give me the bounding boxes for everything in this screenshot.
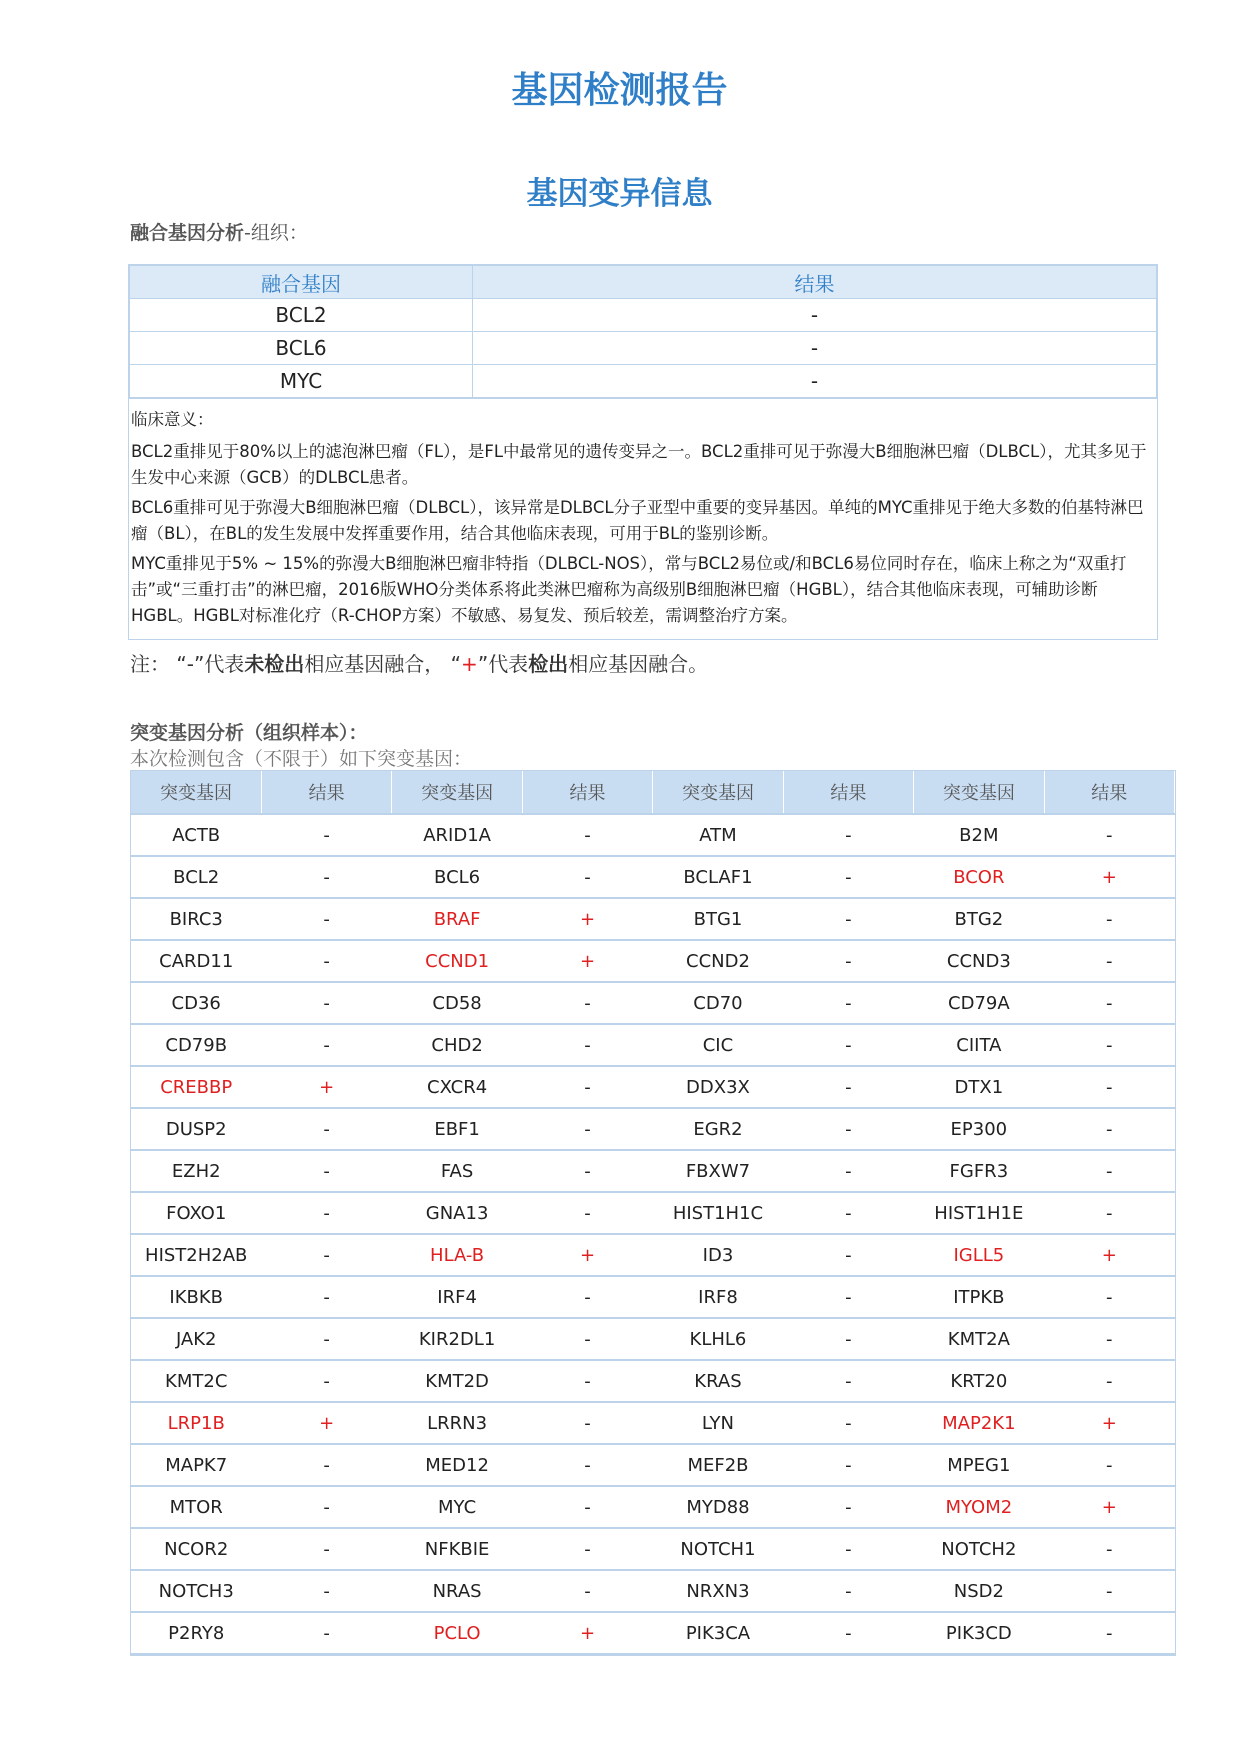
mutation-gene: CXCR4 — [392, 1066, 522, 1108]
mutation-result: - — [783, 1612, 913, 1654]
mutation-result: - — [261, 1024, 391, 1066]
note-plus-symbol: + — [461, 652, 478, 676]
mutation-gene: GNA13 — [392, 1192, 522, 1234]
table-row — [131, 1234, 1175, 1276]
mutation-gene: HIST2H2AB — [131, 1234, 261, 1276]
mutation-result: - — [1044, 940, 1174, 982]
mutation-result: - — [783, 1360, 913, 1402]
mutation-gene: LRRN3 — [392, 1402, 522, 1444]
mutation-result: - — [783, 1192, 913, 1234]
mutation-gene: BCLAF1 — [653, 856, 783, 898]
mutation-gene: FBXW7 — [653, 1150, 783, 1192]
mutation-gene: EP300 — [914, 1108, 1044, 1150]
mutation-gene: KRAS — [653, 1360, 783, 1402]
mutation-result: - — [1044, 1150, 1174, 1192]
mutation-gene: CARD11 — [131, 940, 261, 982]
mutation-result: - — [783, 1528, 913, 1570]
fusion-header-row — [130, 266, 1157, 299]
table-row — [131, 1486, 1175, 1528]
mutation-gene: BTG1 — [653, 898, 783, 940]
mutation-gene: PIK3CA — [653, 1612, 783, 1654]
mutation-result: - — [783, 1318, 913, 1360]
table-row — [131, 1360, 1175, 1402]
table-row — [131, 1612, 1175, 1654]
section-title: 基因变异信息 — [526, 176, 713, 212]
mutation-gene: FAS — [392, 1150, 522, 1192]
mutation-gene: NSD2 — [914, 1570, 1044, 1612]
fusion-gene: MYC — [130, 365, 473, 398]
mutation-gene: MYD88 — [653, 1486, 783, 1528]
mutation-result: - — [783, 1570, 913, 1612]
mutation-result: - — [522, 1402, 652, 1444]
table-row — [131, 1570, 1175, 1612]
mutation-result: - — [261, 1486, 391, 1528]
mutation-result: - — [522, 1276, 652, 1318]
mutation-result: - — [783, 1486, 913, 1528]
mutation-gene: DTX1 — [914, 1066, 1044, 1108]
mutation-result: - — [1044, 1528, 1174, 1570]
mutation-result: - — [522, 1150, 652, 1192]
mutation-gene: MAP2K1 — [914, 1402, 1044, 1444]
mutation-result: + — [522, 1612, 652, 1654]
table-row — [131, 1276, 1175, 1318]
report-title: 基因检测报告 — [511, 70, 728, 111]
mutation-result: - — [261, 1276, 391, 1318]
note-text: 相应基因融合。 — [568, 652, 709, 676]
mutation-gene: NOTCH3 — [131, 1570, 261, 1612]
note-text: 相应基因融合， — [304, 652, 445, 676]
mutation-gene: KMT2D — [392, 1360, 522, 1402]
fusion-gene: BCL2 — [130, 299, 473, 332]
mutation-gene: MYOM2 — [914, 1486, 1044, 1528]
mutation-gene: CD70 — [653, 982, 783, 1024]
mutation-gene: EGR2 — [653, 1108, 783, 1150]
mutation-result: - — [522, 1024, 652, 1066]
mutation-result: - — [522, 1318, 652, 1360]
mutation-header: 突变基因 — [392, 771, 522, 814]
fusion-result: - — [473, 332, 1157, 365]
mutation-result: - — [261, 1612, 391, 1654]
mutation-result: - — [522, 1360, 652, 1402]
table-row — [131, 898, 1175, 940]
mutation-result: - — [783, 1024, 913, 1066]
mutation-result: - — [261, 1318, 391, 1360]
mutation-result: - — [522, 1486, 652, 1528]
mutation-result: - — [261, 1192, 391, 1234]
table-row — [131, 940, 1175, 982]
mutation-gene: KIR2DL1 — [392, 1318, 522, 1360]
mutation-gene: ID3 — [653, 1234, 783, 1276]
mutation-result: - — [783, 1234, 913, 1276]
mutation-result: - — [261, 1234, 391, 1276]
mutation-gene: HIST1H1C — [653, 1192, 783, 1234]
table-row — [131, 1108, 1175, 1150]
mutation-gene: CREBBP — [131, 1066, 261, 1108]
note-detected: 检出 — [528, 652, 569, 676]
mutation-gene: KLHL6 — [653, 1318, 783, 1360]
mutation-gene: PCLO — [392, 1612, 522, 1654]
mutation-result: + — [1044, 856, 1174, 898]
mutation-result: + — [261, 1402, 391, 1444]
mutation-result: - — [522, 1528, 652, 1570]
mutation-gene: CIC — [653, 1024, 783, 1066]
table-row — [131, 1066, 1175, 1108]
mutation-gene: CCND3 — [914, 940, 1044, 982]
mutation-gene: CD79B — [131, 1024, 261, 1066]
mutation-result: + — [1044, 1234, 1174, 1276]
mutation-header-row — [131, 771, 1175, 814]
note-quote-open: “ — [450, 652, 462, 676]
mutation-result: - — [1044, 1108, 1174, 1150]
fusion-table — [129, 265, 1157, 398]
mutation-table-box — [130, 770, 1176, 1656]
fusion-result: - — [473, 365, 1157, 398]
mutation-header: 结果 — [261, 771, 391, 814]
mutation-gene: CIITA — [914, 1024, 1044, 1066]
mutation-gene: CD58 — [392, 982, 522, 1024]
mutation-result: - — [783, 1402, 913, 1444]
mutation-section-label: 突变基因分析（组织样本）： — [130, 722, 368, 744]
note-minus-symbol: “-” — [176, 652, 205, 676]
fusion-table-box — [128, 264, 1158, 640]
mutation-result: - — [261, 1528, 391, 1570]
mutation-gene: FGFR3 — [914, 1150, 1044, 1192]
mutation-header: 突变基因 — [131, 771, 261, 814]
mutation-result: - — [522, 814, 652, 856]
mutation-result: - — [261, 982, 391, 1024]
mutation-gene: MED12 — [392, 1444, 522, 1486]
mutation-gene: NOTCH1 — [653, 1528, 783, 1570]
mutation-gene: P2RY8 — [131, 1612, 261, 1654]
mutation-gene: IGLL5 — [914, 1234, 1044, 1276]
mutation-gene: MPEG1 — [914, 1444, 1044, 1486]
mutation-header: 结果 — [522, 771, 652, 814]
mutation-result: - — [1044, 1192, 1174, 1234]
mutation-gene: PIK3CD — [914, 1612, 1044, 1654]
mutation-gene: CD36 — [131, 982, 261, 1024]
table-row — [131, 856, 1175, 898]
clinical-paragraph-bcl2: BCL2重排见于80%以上的滤泡淋巴瘤（FL），是FL中最常见的遗传变异之一。BCL2重排可见于弥漫大B细胞淋巴瘤（DLBCL），尤其多见于生发中心来源（GCB）的DLBCL患者。 — [131, 442, 1147, 487]
mutation-result: + — [522, 1234, 652, 1276]
note-text: 代表 — [488, 652, 529, 676]
table-row — [131, 1192, 1175, 1234]
fusion-label-bold: 融合基因分析 — [130, 222, 245, 244]
mutation-result: - — [783, 898, 913, 940]
mutation-gene: IKBKB — [131, 1276, 261, 1318]
table-row — [131, 982, 1175, 1024]
mutation-gene: LYN — [653, 1402, 783, 1444]
mutation-header: 结果 — [1044, 771, 1174, 814]
mutation-result: - — [783, 1108, 913, 1150]
table-row — [130, 365, 1157, 398]
table-row — [131, 1402, 1175, 1444]
fusion-section-label — [130, 218, 308, 245]
mutation-result: - — [783, 1276, 913, 1318]
mutation-result: - — [522, 1066, 652, 1108]
mutation-result: - — [783, 814, 913, 856]
mutation-result: - — [1044, 898, 1174, 940]
clinical-title: 临床意义： — [131, 410, 214, 429]
mutation-result: - — [261, 940, 391, 982]
mutation-result: - — [1044, 1444, 1174, 1486]
mutation-result: - — [522, 856, 652, 898]
mutation-result: - — [261, 1570, 391, 1612]
mutation-gene: NFKBIE — [392, 1528, 522, 1570]
mutation-gene: HLA-B — [392, 1234, 522, 1276]
mutation-gene: NOTCH2 — [914, 1528, 1044, 1570]
mutation-result: - — [783, 1150, 913, 1192]
mutation-gene: B2M — [914, 814, 1044, 856]
mutation-result: + — [1044, 1486, 1174, 1528]
mutation-result: - — [1044, 1612, 1174, 1654]
mutation-result: - — [1044, 1360, 1174, 1402]
mutation-gene: BCL2 — [131, 856, 261, 898]
mutation-gene: BCL6 — [392, 856, 522, 898]
clinical-significance — [129, 398, 1157, 639]
table-row — [130, 299, 1157, 332]
mutation-gene: BRAF — [392, 898, 522, 940]
mutation-gene: HIST1H1E — [914, 1192, 1044, 1234]
mutation-gene: ARID1A — [392, 814, 522, 856]
mutation-result: - — [522, 982, 652, 1024]
mutation-gene: CHD2 — [392, 1024, 522, 1066]
mutation-result: - — [1044, 1024, 1174, 1066]
mutation-gene: MYC — [392, 1486, 522, 1528]
mutation-result: - — [1044, 814, 1174, 856]
mutation-result: - — [783, 940, 913, 982]
mutation-header: 结果 — [783, 771, 913, 814]
mutation-gene: KMT2C — [131, 1360, 261, 1402]
mutation-gene: KMT2A — [914, 1318, 1044, 1360]
note-text: 代表 — [204, 652, 245, 676]
mutation-gene: CCND2 — [653, 940, 783, 982]
mutation-result: - — [522, 1192, 652, 1234]
mutation-gene: CD79A — [914, 982, 1044, 1024]
mutation-result: - — [522, 1108, 652, 1150]
fusion-header-gene: 融合基因 — [130, 266, 473, 299]
clinical-paragraph-myc: MYC重排见于5% ~ 15%的弥漫大B细胞淋巴瘤非特指（DLBCL-NOS），常与BCL2易位或/和BCL6易位同时存在，临床上称之为“双重打击”或“三重打击”的淋巴瘤，2016版WHO分类体系将此类淋巴瘤称为高级别B细胞淋巴瘤（HGBL），结合其他临床表现，可辅助诊断HGBL。HGBL对标准化疗（R-CHOP方案）不敏感、易复发、预后较差，需调整治疗方案。 — [131, 554, 1127, 625]
mutation-gene: DUSP2 — [131, 1108, 261, 1150]
mutation-result: + — [522, 898, 652, 940]
mutation-gene: MAPK7 — [131, 1444, 261, 1486]
clinical-paragraph-bcl6: BCL6重排可见于弥漫大B细胞淋巴瘤（DLBCL），该异常是DLBCL分子亚型中重要的变异基因。单纯的MYC重排见于绝大多数的伯基特淋巴瘤（BL），在BL的发生发展中发挥重要作用，结合其他临床表现，可用于BL的鉴别诊断。 — [131, 498, 1144, 543]
mutation-gene: NRXN3 — [653, 1570, 783, 1612]
mutation-result: - — [261, 1108, 391, 1150]
mutation-result: - — [1044, 1570, 1174, 1612]
mutation-result: + — [1044, 1402, 1174, 1444]
table-row — [131, 814, 1175, 856]
note-prefix: 注： — [130, 652, 170, 676]
mutation-table — [131, 771, 1175, 1655]
mutation-result: - — [1044, 1066, 1174, 1108]
fusion-result: - — [473, 299, 1157, 332]
mutation-result: - — [261, 1360, 391, 1402]
mutation-result: + — [261, 1066, 391, 1108]
mutation-gene: IRF4 — [392, 1276, 522, 1318]
mutation-gene: BTG2 — [914, 898, 1044, 940]
table-row — [131, 1528, 1175, 1570]
mutation-result: - — [261, 1150, 391, 1192]
table-row — [131, 1444, 1175, 1486]
mutation-table-body — [131, 814, 1175, 1654]
mutation-result: + — [522, 940, 652, 982]
mutation-result: - — [261, 814, 391, 856]
mutation-gene: LRP1B — [131, 1402, 261, 1444]
mutation-gene: NRAS — [392, 1570, 522, 1612]
mutation-result: - — [1044, 1276, 1174, 1318]
mutation-gene: EZH2 — [131, 1150, 261, 1192]
mutation-gene: DDX3X — [653, 1066, 783, 1108]
table-row — [131, 1024, 1175, 1066]
mutation-gene: FOXO1 — [131, 1192, 261, 1234]
mutation-result: - — [522, 1444, 652, 1486]
mutation-gene: BCOR — [914, 856, 1044, 898]
mutation-section-sublabel: 本次检测包含（不限于）如下突变基因： — [130, 748, 473, 770]
mutation-gene: MEF2B — [653, 1444, 783, 1486]
mutation-result: - — [783, 856, 913, 898]
mutation-gene: BIRC3 — [131, 898, 261, 940]
table-row — [131, 1318, 1175, 1360]
mutation-result: - — [783, 1444, 913, 1486]
mutation-header: 突变基因 — [914, 771, 1044, 814]
mutation-result: - — [261, 1444, 391, 1486]
mutation-gene: MTOR — [131, 1486, 261, 1528]
mutation-result: - — [522, 1570, 652, 1612]
mutation-gene: JAK2 — [131, 1318, 261, 1360]
mutation-header: 突变基因 — [653, 771, 783, 814]
table-row — [131, 1150, 1175, 1192]
note-not-detected: 未检出 — [244, 652, 305, 676]
mutation-gene: NCOR2 — [131, 1528, 261, 1570]
mutation-result: - — [261, 856, 391, 898]
mutation-gene: ITPKB — [914, 1276, 1044, 1318]
mutation-result: - — [1044, 982, 1174, 1024]
fusion-header-result: 结果 — [473, 266, 1157, 299]
fusion-gene: BCL6 — [130, 332, 473, 365]
mutation-gene: KRT20 — [914, 1360, 1044, 1402]
fusion-label-rest: -组织： — [244, 222, 308, 244]
mutation-gene: EBF1 — [392, 1108, 522, 1150]
fusion-note — [130, 648, 708, 677]
mutation-gene: CCND1 — [392, 940, 522, 982]
mutation-result: - — [261, 898, 391, 940]
table-row — [130, 332, 1157, 365]
note-quote-close: ” — [477, 652, 489, 676]
mutation-gene: ACTB — [131, 814, 261, 856]
mutation-result: - — [1044, 1318, 1174, 1360]
mutation-result: - — [783, 982, 913, 1024]
mutation-result: - — [783, 1066, 913, 1108]
mutation-gene: ATM — [653, 814, 783, 856]
mutation-gene: IRF8 — [653, 1276, 783, 1318]
